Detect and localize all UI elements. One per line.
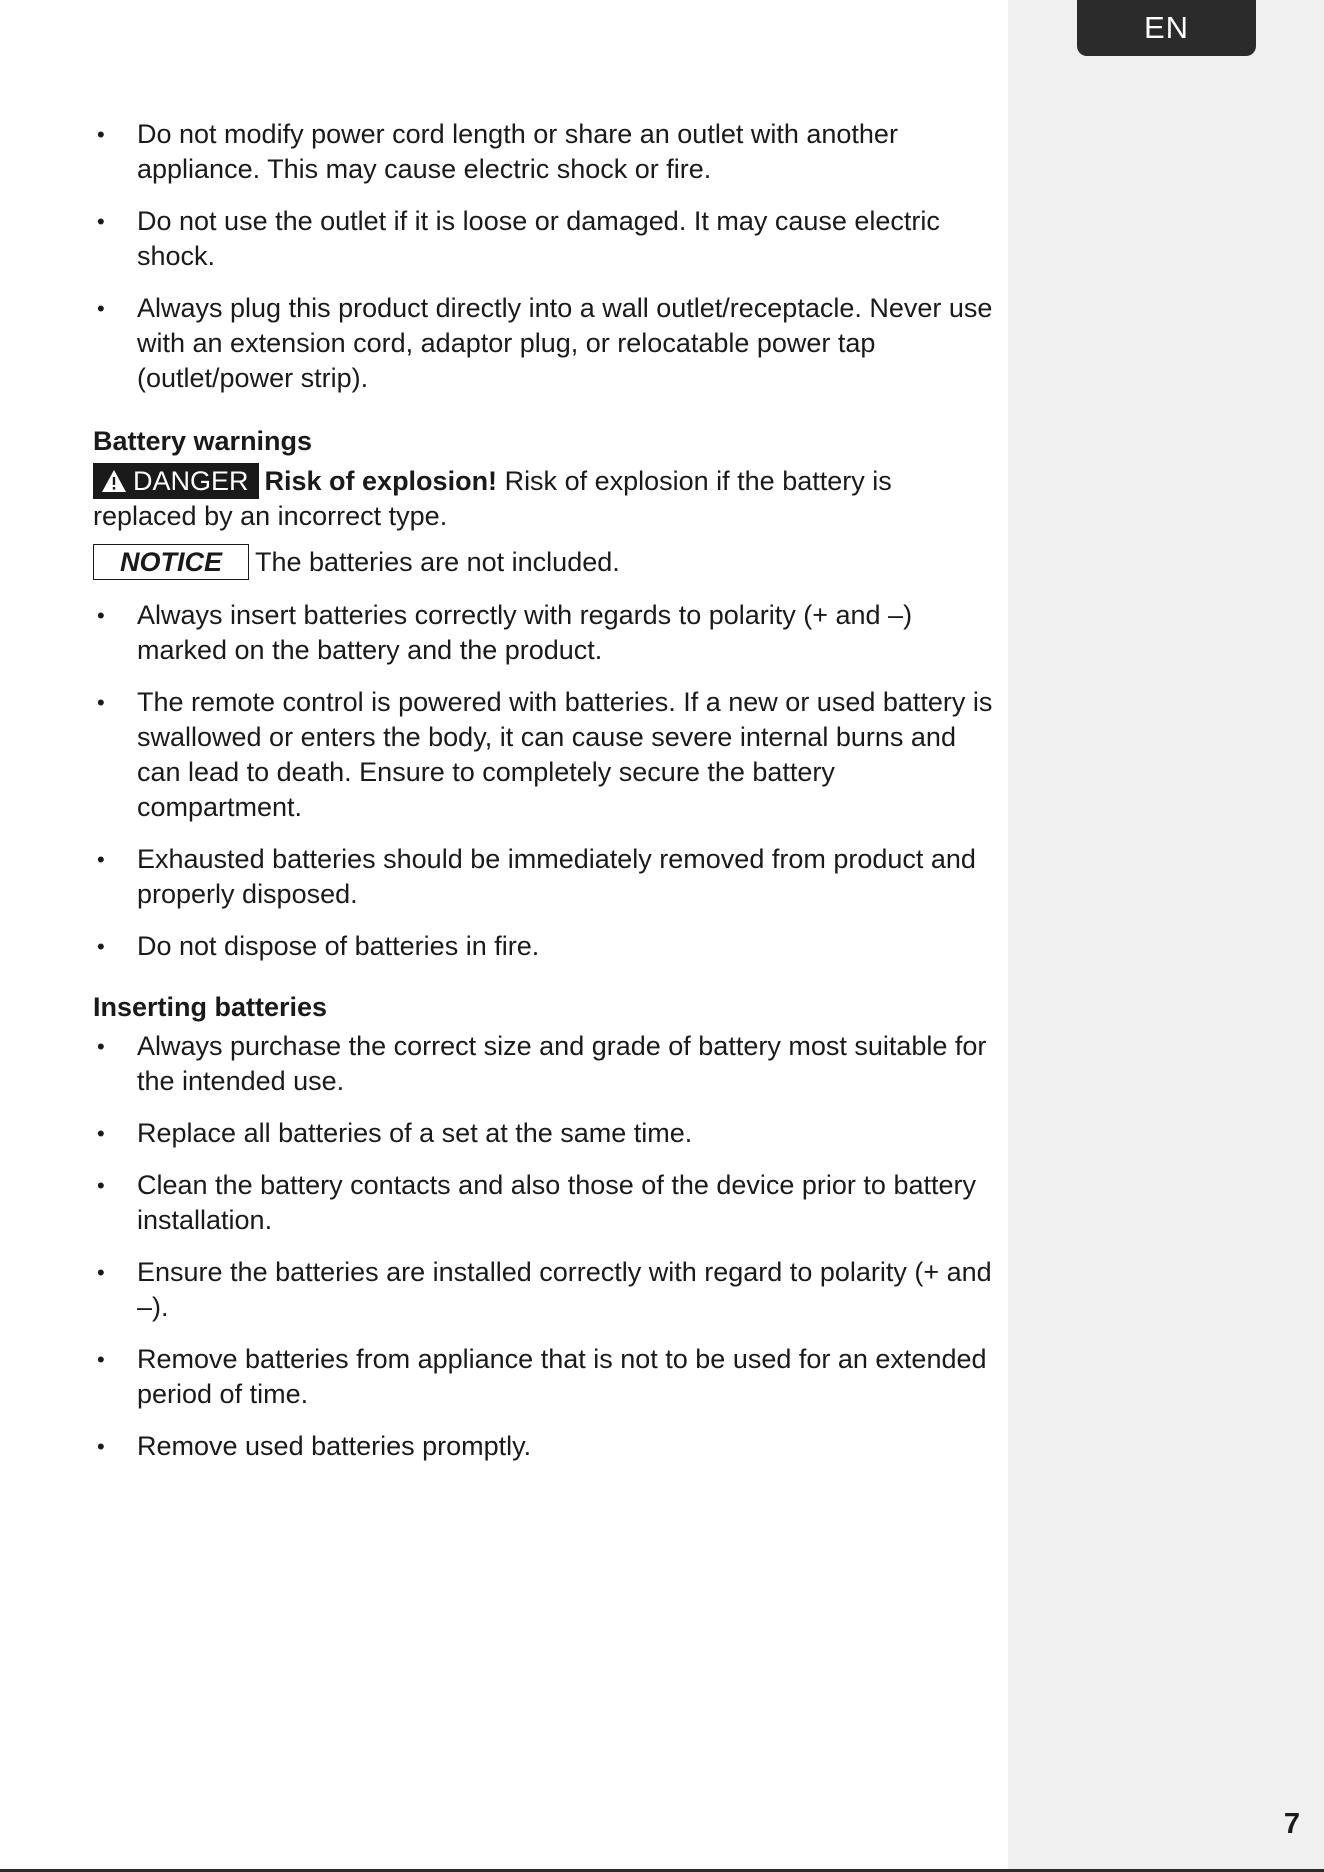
- list-item: [93, 929, 993, 964]
- notice-message: [93, 544, 993, 580]
- list-item-text: Remove used batteries promptly.: [137, 1431, 532, 1461]
- bullet-icon: •: [97, 1260, 105, 1285]
- bullet-icon: •: [97, 934, 105, 959]
- list-item: [93, 291, 993, 396]
- list-item-text: Exhausted batteries should be immediately removed from product and properly disposed.: [137, 844, 976, 909]
- list-item-text: Ensure the batteries are installed correctly with regard to polarity (+ and –).: [137, 1257, 992, 1322]
- battery-warnings-list: [93, 598, 993, 964]
- list-item-text: Do not dispose of batteries in fire.: [137, 931, 540, 961]
- danger-title: Risk of explosion!: [264, 466, 498, 496]
- warning-triangle-icon: [101, 463, 127, 499]
- bullet-icon: •: [97, 1173, 105, 1198]
- power-safety-list: [93, 117, 993, 396]
- list-item-text: The remote control is powered with batteries. If a new or used battery is swallowed or enters the body, it can cause severe internal burns and can lead to death. Ensure to completely secure the battery compartment.: [137, 687, 993, 822]
- bullet-icon: •: [97, 690, 105, 715]
- bullet-icon: •: [97, 1434, 105, 1459]
- list-item-text: Remove batteries from appliance that is not to be used for an extended period of time.: [137, 1344, 987, 1409]
- bullet-icon: •: [97, 603, 105, 628]
- danger-label: DANGER: [133, 466, 249, 496]
- bullet-icon: •: [97, 1347, 105, 1372]
- list-item: [93, 1255, 993, 1325]
- notice-badge: NOTICE: [93, 544, 249, 580]
- list-item-text: Replace all batteries of a set at the same time.: [137, 1118, 693, 1148]
- list-item-text: Clean the battery contacts and also those of the device prior to battery installation.: [137, 1170, 976, 1235]
- inserting-batteries-list: [93, 1029, 993, 1464]
- bullet-icon: •: [97, 122, 105, 147]
- notice-text: The batteries are not included.: [255, 547, 620, 577]
- list-item: [93, 1168, 993, 1238]
- list-item: [93, 1342, 993, 1412]
- bullet-icon: •: [97, 296, 105, 321]
- list-item: [93, 117, 993, 187]
- list-item: [93, 685, 993, 825]
- list-item: [93, 1029, 993, 1099]
- bullet-icon: •: [97, 209, 105, 234]
- list-item: [93, 842, 993, 912]
- list-item: [93, 1429, 993, 1464]
- list-item-text: Always purchase the correct size and grade of battery most suitable for the intended use.: [137, 1031, 987, 1096]
- list-item: [93, 1116, 993, 1151]
- bullet-icon: •: [97, 1034, 105, 1059]
- list-item: [93, 204, 993, 274]
- danger-badge: [93, 463, 259, 499]
- side-margin-panel: [1008, 0, 1324, 1872]
- list-item-text: Always insert batteries correctly with regards to polarity (+ and –) marked on the battery and the product.: [137, 600, 913, 665]
- danger-warning: [93, 463, 993, 534]
- list-item-text: Do not modify power cord length or share an outlet with another appliance. This may cause electric shock or fire.: [137, 119, 898, 184]
- bullet-icon: •: [97, 847, 105, 872]
- battery-warnings-heading: Battery warnings: [93, 426, 313, 456]
- list-item-text: Do not use the outlet if it is loose or damaged. It may cause electric shock.: [137, 206, 940, 271]
- document-body: [93, 117, 993, 1481]
- language-tab: EN: [1077, 0, 1256, 56]
- inserting-batteries-heading: Inserting batteries: [93, 992, 328, 1022]
- page-number: 7: [1283, 1808, 1300, 1840]
- list-item-text: Always plug this product directly into a wall outlet/receptacle. Never use with an extension cord, adaptor plug, or relocatable power tap (outlet/power strip).: [137, 293, 993, 393]
- list-item: [93, 598, 993, 668]
- bullet-icon: •: [97, 1121, 105, 1146]
- danger-text: Risk of explosion if the battery is replaced by an incorrect type.: [93, 466, 892, 531]
